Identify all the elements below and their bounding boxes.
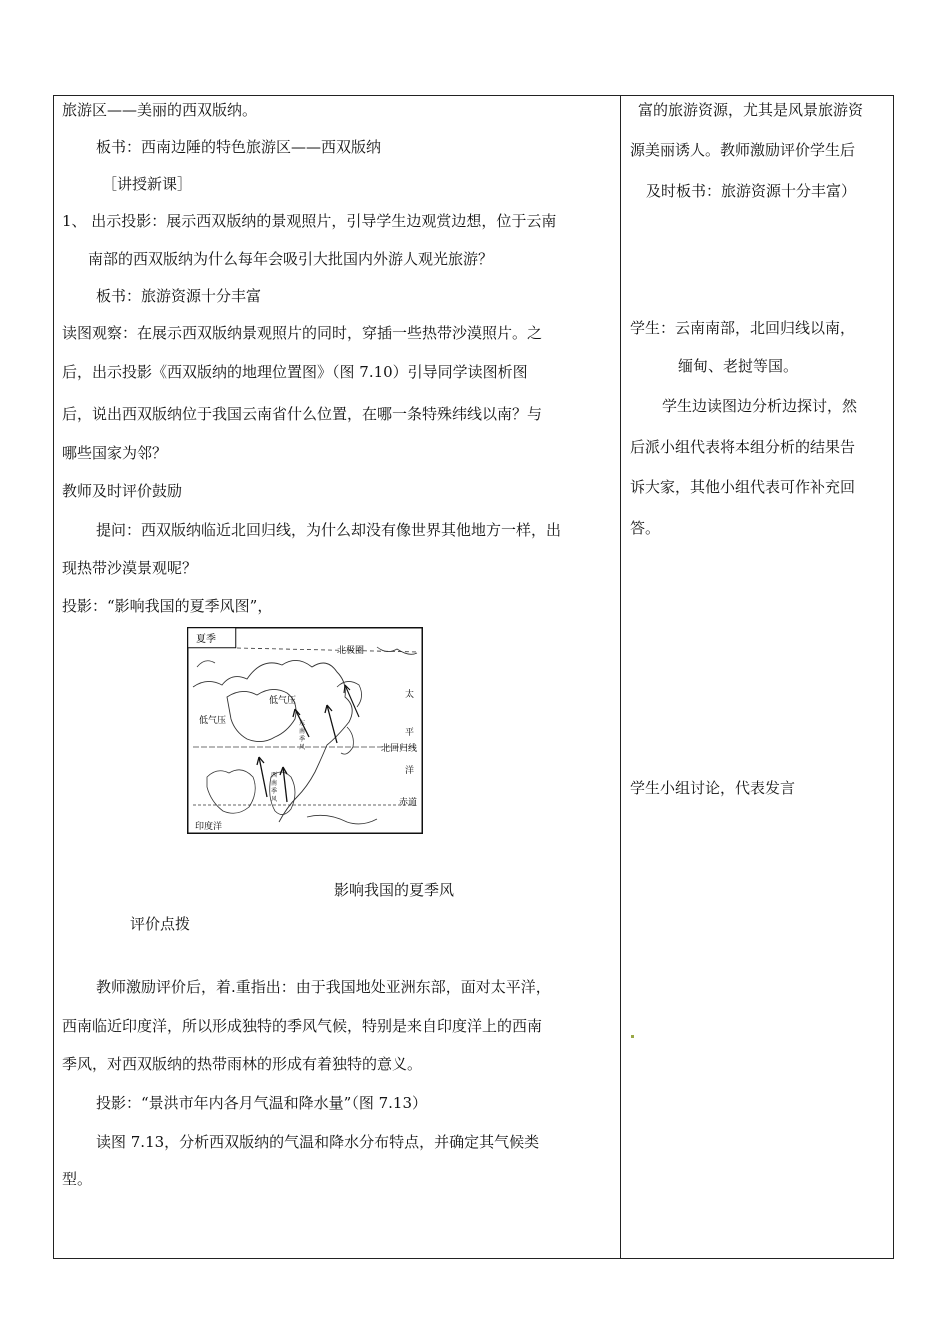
- text-line: 后，出示投影《西双版纳的地理位置图》（图 7.10）引导同学读图析图: [62, 363, 528, 381]
- lesson-table: [53, 95, 894, 1259]
- text-line: 源美丽诱人。教师激励评价学生后: [630, 141, 856, 159]
- text-line: 现热带沙漠景观呢？: [62, 559, 198, 577]
- text-line: 学生小组讨论，代表发言: [630, 779, 796, 797]
- wind-label: 季: [271, 789, 278, 795]
- stray-mark: [631, 1035, 634, 1038]
- wind-label: 风: [299, 745, 306, 751]
- text-line: 读图观察：在展示西双版纳景观照片的同时，穿插一些热带沙漠照片。之: [62, 324, 543, 342]
- text-line: 富的旅游资源，尤其是风景旅游资: [638, 101, 864, 119]
- season-label: 夏季: [196, 634, 216, 645]
- text-line: 哪些国家为邻？: [62, 444, 168, 462]
- pacific-label: 平: [405, 727, 415, 737]
- tropic-label: 北回归线: [381, 743, 418, 753]
- text-line: 西南临近印度洋，所以形成独特的季风气候，特别是来自印度洋上的西南: [62, 1017, 543, 1035]
- equator-label: 赤道: [399, 797, 418, 807]
- indian-ocean-label: 印度洋: [195, 821, 223, 831]
- text-line: 提问：西双版纳临近北回归线，为什么却没有像世界其他地方一样，出: [96, 521, 562, 539]
- text-line: 板书：西南边陲的特色旅游区——西双版纳: [96, 138, 382, 156]
- text-line: 评价点拨: [130, 915, 191, 933]
- low-pressure-label: 低气压: [199, 715, 227, 725]
- low-pressure-label: 低气压: [269, 695, 297, 705]
- text-line: 旅游区——美丽的西双版纳。: [62, 101, 258, 119]
- text-line: 教师激励评价后，着.重指出：由于我国地处亚洲东部，面对太平洋，: [96, 978, 551, 996]
- wind-label: 东: [299, 721, 306, 727]
- text-line: 后，说出西双版纳位于我国云南省什么位置，在哪一条特殊纬线以南？与: [62, 405, 543, 423]
- summer-monsoon-map: [187, 627, 423, 834]
- text-line: ［讲授新课］: [102, 175, 193, 193]
- pacific-label: 太: [405, 689, 415, 699]
- text-line: 后派小组代表将本组分析的结果告: [630, 438, 856, 456]
- wind-label: 南: [299, 729, 306, 735]
- column-divider: [620, 95, 621, 1259]
- text-line: 板书：旅游资源十分丰富: [96, 287, 262, 305]
- text-line: 学生边读图边分析边探讨，然: [662, 397, 858, 415]
- text-line: 1、 出示投影：展示西双版纳的景观照片，引导学生边观赏边想，位于云南: [62, 212, 557, 230]
- text-line: 答。: [630, 519, 661, 537]
- text-line: 学生：云南南部，北回归线以南，: [630, 319, 856, 337]
- arctic-circle-label: 北极圈: [337, 645, 365, 655]
- text-line: 南部的西双版纳为什么每年会吸引大批国内外游人观光旅游？: [88, 250, 494, 268]
- wind-label: 南: [271, 781, 278, 787]
- figure-caption: 影响我国的夏季风: [334, 881, 455, 899]
- text-line: 型。: [62, 1170, 93, 1188]
- wind-label: 西: [271, 773, 278, 779]
- text-line: 投影：“影响我国的夏季风图”，: [62, 597, 273, 615]
- wind-label: 季: [299, 737, 306, 743]
- text-line: 诉大家，其他小组代表可作补充回: [630, 478, 856, 496]
- text-line: 投影：“景洪市年内各月气温和降水量”（图 7.13）: [96, 1094, 428, 1112]
- text-line: 及时板书：旅游资源十分丰富）: [646, 182, 857, 200]
- text-line: 季风，对西双版纳的热带雨林的形成有着独特的意义。: [62, 1055, 423, 1073]
- pacific-label: 洋: [405, 765, 415, 775]
- text-line: 教师及时评价鼓励: [62, 482, 183, 500]
- text-line: 读图 7.13，分析西双版纳的气温和降水分布特点，并确定其气候类: [96, 1133, 540, 1151]
- wind-label: 风: [271, 797, 278, 803]
- text-line: 缅甸、老挝等国。: [678, 357, 799, 375]
